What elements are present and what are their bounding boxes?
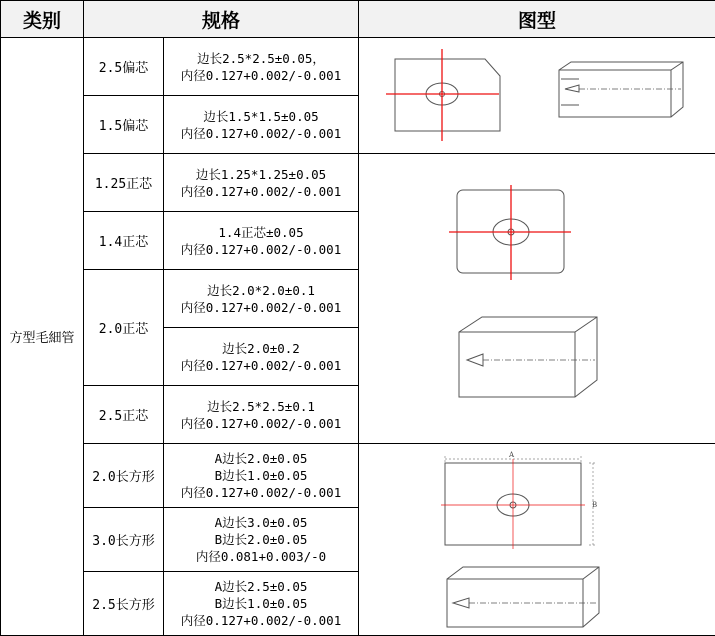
spec-line: 1.4正芯±0.05 (164, 224, 358, 241)
spec-line: B边长1.0±0.05 (164, 467, 358, 484)
figure-offset-core (359, 38, 715, 154)
table-row (1, 154, 715, 212)
spec-line: 内径0.127+0.002/-0.001 (164, 612, 358, 629)
size-cell: 2.0长方形 (84, 444, 164, 508)
bar-edges (459, 317, 597, 397)
bar-edges (447, 567, 599, 627)
dim-a-label: A (508, 451, 515, 459)
header-row (1, 1, 715, 38)
spec-line: 边长2.5*2.5±0.05， (164, 50, 358, 67)
center-core-drawing (359, 155, 714, 443)
spec-line: 内径0.081+0.003/-0 (164, 548, 358, 565)
spec-line: 边长2.5*2.5±0.1 (164, 398, 358, 415)
spec-cell (164, 328, 359, 386)
spec-cell (164, 154, 359, 212)
spec-line: 内径0.127+0.002/-0.001 (164, 415, 358, 432)
rectangular-drawing (359, 445, 714, 635)
header-category: 类别 (1, 1, 84, 38)
spec-line: A边长2.0±0.05 (164, 450, 358, 467)
spec-line: 内径0.127+0.002/-0.001 (164, 299, 358, 316)
bar-bore-cone (453, 598, 469, 608)
header-spec: 规格 (84, 1, 359, 38)
spec-line: 边长1.5*1.5±0.05 (164, 108, 358, 125)
spec-line: 边长2.0*2.0±0.1 (164, 282, 358, 299)
spec-cell (164, 38, 359, 96)
spec-cell (164, 444, 359, 508)
spec-line: A边长2.5±0.05 (164, 578, 358, 595)
cross-section-outline (395, 59, 500, 131)
size-cell: 1.5偏芯 (84, 96, 164, 154)
size-cell: 2.5正芯 (84, 386, 164, 444)
bar-face (561, 79, 579, 105)
spec-line: 内径0.127+0.002/-0.001 (164, 241, 358, 258)
table-row (1, 444, 715, 508)
size-cell: 3.0长方形 (84, 508, 164, 572)
spec-line: 边长1.25*1.25±0.05 (164, 166, 358, 183)
spec-line: B边长2.0±0.05 (164, 531, 358, 548)
spec-line: 内径0.127+0.002/-0.001 (164, 484, 358, 501)
offset-core-drawing (359, 39, 714, 153)
category-cell: 方型毛細管 (1, 38, 84, 636)
size-cell: 2.5偏芯 (84, 38, 164, 96)
dim-b-label: B (592, 501, 597, 509)
spec-cell (164, 270, 359, 328)
figure-center-core (359, 154, 715, 444)
bar-edges (559, 62, 683, 117)
spec-cell (164, 96, 359, 154)
size-cell: 1.25正芯 (84, 154, 164, 212)
bar-outline (459, 317, 597, 397)
spec-line: 内径0.127+0.002/-0.001 (164, 125, 358, 142)
spec-line: A边长3.0±0.05 (164, 514, 358, 531)
spec-cell (164, 572, 359, 636)
spec-line: 内径0.127+0.002/-0.001 (164, 183, 358, 200)
spec-cell (164, 386, 359, 444)
bar-outline (447, 567, 599, 627)
size-cell: 1.4正芯 (84, 212, 164, 270)
spec-cell (164, 212, 359, 270)
spec-line: 内径0.127+0.002/-0.001 (164, 357, 358, 374)
size-cell: 2.0正芯 (84, 270, 164, 386)
spec-line: 内径0.127+0.002/-0.001 (164, 67, 358, 84)
spec-cell (164, 508, 359, 572)
size-cell: 2.5长方形 (84, 572, 164, 636)
figure-rectangular (359, 444, 715, 636)
header-figure: 图型 (359, 1, 715, 38)
table-row (1, 38, 715, 96)
bar-bore-cone (565, 85, 579, 92)
spec-line: B边长1.0±0.05 (164, 595, 358, 612)
spec-line: 边长2.0±0.2 (164, 340, 358, 357)
bar-bore-cone (467, 354, 483, 366)
